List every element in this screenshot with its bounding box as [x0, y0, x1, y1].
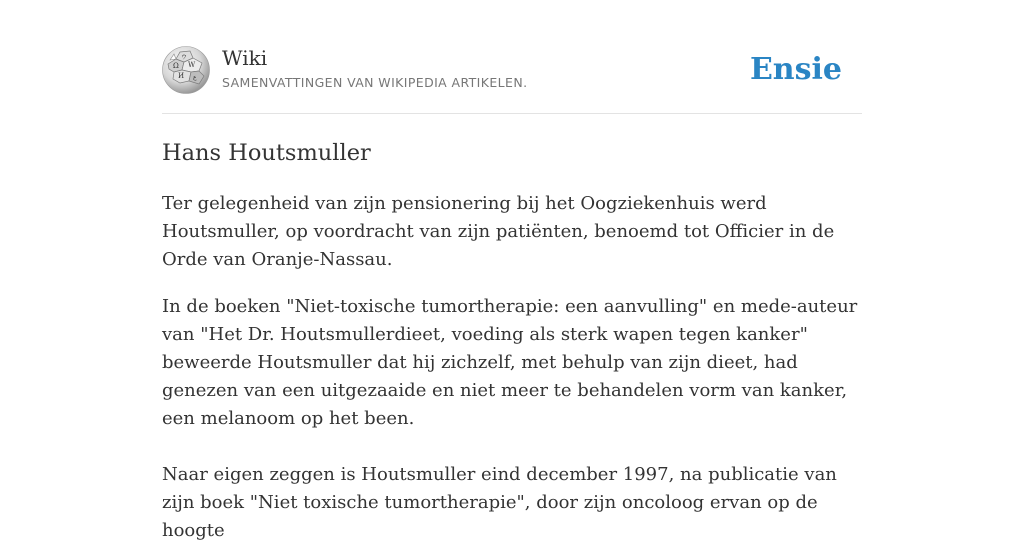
- page-title: Hans Houtsmuller: [162, 140, 371, 166]
- svg-text:ع: ع: [193, 74, 197, 81]
- ensie-brand-link[interactable]: Ensie: [749, 52, 842, 87]
- article-paragraph: Ter gelegenheid van zijn pensionering bij het Oogziekenhuis werd Houtsmuller, op voordracht van zijn patiënten, benoemd tot Officier in de Orde van Oranje-Nassau.: [162, 193, 835, 270]
- svg-text:W: W: [188, 61, 196, 69]
- site-header: [162, 44, 862, 100]
- site-tagline: SAMENVATTINGEN VAN WIKIPEDIA ARTIKELEN.: [222, 75, 528, 90]
- header-divider: [162, 113, 862, 114]
- article-paragraph: In de boeken "Niet-toxische tumortherapie: een aanvulling" en mede-auteur van "Het Dr. Houtsmullerdieet, voeding als sterk wapen tegen kanker" beweerde Houtsmuller dat hij zichzelf, met behulp van zijn dieet, had genezen van een uitgezaaide en niet meer te behandelen vorm van kanker, een melanoom op het been.: [162, 296, 858, 429]
- svg-text:Ω: Ω: [173, 62, 179, 70]
- article-body: [162, 190, 862, 545]
- wikipedia-globe-icon[interactable]: [162, 46, 210, 94]
- svg-text:ウ: ウ: [181, 54, 188, 61]
- svg-text:И: И: [178, 72, 185, 80]
- site-title[interactable]: Wiki: [222, 46, 268, 70]
- article-paragraph: Naar eigen zeggen is Houtsmuller eind december 1997, na publicatie van zijn boek "Niet toxische tumortherapie", door zijn oncoloog ervan op de hoogte: [162, 464, 837, 541]
